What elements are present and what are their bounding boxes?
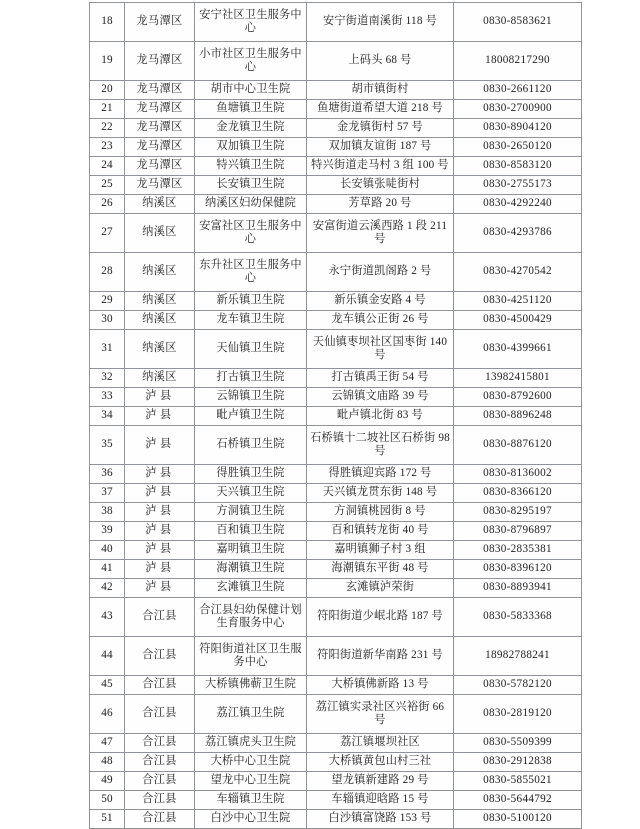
cell-index: 37 [90,484,125,503]
table-row [90,753,582,772]
cell-index: 32 [90,369,125,388]
table-row [90,541,582,560]
cell-phone: 0830-8876120 [454,426,582,465]
cell-index: 24 [90,157,125,176]
medical-facility-table [89,2,582,829]
cell-district: 泸县 [125,426,195,465]
cell-phone: 0830-8792600 [454,388,582,407]
table-row [90,465,582,484]
table-row [90,100,582,119]
table-row [90,292,582,311]
cell-district: 泸县 [125,579,195,598]
cell-institution: 嘉明镇卫生院 [195,541,307,560]
cell-index: 18 [90,3,125,42]
cell-institution: 百和镇卫生院 [195,522,307,541]
cell-phone: 0830-8583621 [454,3,582,42]
cell-district: 纳溪区 [125,292,195,311]
cell-phone: 0830-5644792 [454,791,582,810]
table-row [90,484,582,503]
cell-phone: 0830-5100120 [454,810,582,829]
cell-address: 打古镇禹王街 54 号 [307,369,454,388]
cell-address: 安富街道云溪西路 1 段 211 号 [307,214,454,253]
cell-phone: 0830-8796897 [454,522,582,541]
cell-institution: 白沙中心卫生院 [195,810,307,829]
cell-address: 荔江镇堰坝社区 [307,734,454,753]
cell-index: 46 [90,695,125,734]
table-row [90,119,582,138]
cell-phone: 0830-2700900 [454,100,582,119]
table-row [90,388,582,407]
cell-index: 26 [90,195,125,214]
cell-district: 合江县 [125,810,195,829]
cell-index: 42 [90,579,125,598]
cell-institution: 石桥镇卫生院 [195,426,307,465]
cell-district: 泸县 [125,503,195,522]
cell-phone: 13982415801 [454,369,582,388]
table-row [90,772,582,791]
cell-institution: 方洞镇卫生院 [195,503,307,522]
cell-institution: 打古镇卫生院 [195,369,307,388]
cell-institution: 符阳街道社区卫生服务中心 [195,637,307,676]
cell-index: 45 [90,676,125,695]
table-row [90,214,582,253]
cell-address: 大桥镇黄包山村三社 [307,753,454,772]
cell-institution: 纳溪区妇幼保健院 [195,195,307,214]
cell-address: 金龙镇街村 57 号 [307,119,454,138]
cell-phone: 0830-4270542 [454,253,582,292]
cell-phone: 0830-8366120 [454,484,582,503]
table-row [90,3,582,42]
cell-district: 纳溪区 [125,253,195,292]
cell-address: 望龙镇新建路 29 号 [307,772,454,791]
cell-phone: 18008217290 [454,42,582,81]
cell-phone: 0830-4251120 [454,292,582,311]
cell-institution: 鱼塘镇卫生院 [195,100,307,119]
table-body [90,3,582,829]
cell-institution: 荔江镇卫生院 [195,695,307,734]
cell-institution: 双加镇卫生院 [195,138,307,157]
cell-phone: 0830-4293786 [454,214,582,253]
cell-address: 长安镇张唗街村 [307,176,454,195]
cell-district: 龙马潭区 [125,157,195,176]
cell-district: 合江县 [125,791,195,810]
cell-index: 43 [90,598,125,637]
cell-district: 纳溪区 [125,195,195,214]
cell-address: 白沙镇富饶路 153 号 [307,810,454,829]
cell-district: 泸县 [125,484,195,503]
table-row [90,810,582,829]
table-row [90,369,582,388]
cell-district: 泸县 [125,465,195,484]
cell-district: 合江县 [125,734,195,753]
table-row [90,598,582,637]
cell-index: 31 [90,330,125,369]
cell-district: 纳溪区 [125,330,195,369]
cell-institution: 海潮镇卫生院 [195,560,307,579]
table-row [90,695,582,734]
cell-institution: 玄滩镇卫生院 [195,579,307,598]
cell-district: 龙马潭区 [125,81,195,100]
cell-institution: 荔江镇虎头卫生院 [195,734,307,753]
cell-index: 29 [90,292,125,311]
cell-district: 龙马潭区 [125,42,195,81]
cell-index: 21 [90,100,125,119]
cell-district: 泸县 [125,388,195,407]
cell-phone: 0830-8893941 [454,579,582,598]
cell-index: 23 [90,138,125,157]
cell-address: 新乐镇金安路 4 号 [307,292,454,311]
cell-index: 49 [90,772,125,791]
cell-district: 合江县 [125,598,195,637]
cell-index: 22 [90,119,125,138]
cell-address: 特兴街道走马村 3 组 100 号 [307,157,454,176]
cell-index: 30 [90,311,125,330]
cell-institution: 大桥中心卫生院 [195,753,307,772]
cell-address: 符阳街道少岷北路 187 号 [307,598,454,637]
cell-institution: 东升社区卫生服务中心 [195,253,307,292]
cell-index: 44 [90,637,125,676]
cell-institution: 车辎镇卫生院 [195,791,307,810]
table-row [90,42,582,81]
cell-address: 得胜镇迎宾路 172 号 [307,465,454,484]
cell-address: 芳草路 20 号 [307,195,454,214]
table-row [90,637,582,676]
cell-district: 纳溪区 [125,311,195,330]
cell-phone: 0830-2912838 [454,753,582,772]
cell-institution: 新乐镇卫生院 [195,292,307,311]
cell-index: 35 [90,426,125,465]
cell-phone: 0830-5509399 [454,734,582,753]
cell-phone: 0830-4399661 [454,330,582,369]
table-row [90,138,582,157]
cell-institution: 小市社区卫生服务中心 [195,42,307,81]
cell-phone: 0830-8396120 [454,560,582,579]
cell-institution: 安宁社区卫生服务中心 [195,3,307,42]
cell-district: 合江县 [125,772,195,791]
cell-institution: 长安镇卫生院 [195,176,307,195]
cell-district: 合江县 [125,637,195,676]
cell-index: 38 [90,503,125,522]
cell-phone: 0830-8583120 [454,157,582,176]
cell-phone: 0830-2835381 [454,541,582,560]
cell-address: 龙车镇公正街 26 号 [307,311,454,330]
cell-phone: 0830-4292240 [454,195,582,214]
cell-institution: 安富社区卫生服务中心 [195,214,307,253]
cell-address: 百和镇转龙街 40 号 [307,522,454,541]
cell-phone: 0830-8904120 [454,119,582,138]
cell-address: 荔江镇实录社区兴裕街 66 号 [307,695,454,734]
table-container [89,2,581,829]
cell-district: 龙马潭区 [125,138,195,157]
cell-index: 47 [90,734,125,753]
table-row [90,157,582,176]
table-row [90,311,582,330]
cell-phone: 18982788241 [454,637,582,676]
cell-district: 合江县 [125,695,195,734]
cell-address: 玄滩镇泸荣街 [307,579,454,598]
cell-phone: 0830-2819120 [454,695,582,734]
table-row [90,330,582,369]
cell-address: 安宁街道南溪街 118 号 [307,3,454,42]
cell-institution: 合江县妇幼保健计划生育服务中心 [195,598,307,637]
table-row [90,791,582,810]
table-row [90,503,582,522]
table-row [90,426,582,465]
table-row [90,81,582,100]
cell-institution: 天仙镇卫生院 [195,330,307,369]
cell-index: 27 [90,214,125,253]
cell-district: 纳溪区 [125,214,195,253]
cell-district: 泸县 [125,560,195,579]
cell-institution: 金龙镇卫生院 [195,119,307,138]
cell-district: 纳溪区 [125,369,195,388]
cell-address: 云锦镇文庙路 39 号 [307,388,454,407]
cell-index: 28 [90,253,125,292]
cell-district: 龙马潭区 [125,176,195,195]
cell-index: 33 [90,388,125,407]
cell-institution: 望龙中心卫生院 [195,772,307,791]
cell-index: 50 [90,791,125,810]
table-row [90,522,582,541]
cell-district: 泸县 [125,407,195,426]
cell-index: 40 [90,541,125,560]
cell-address: 永宁街道凯阁路 2 号 [307,253,454,292]
cell-address: 天仙镇枣坝社区国枣街 140 号 [307,330,454,369]
cell-district: 龙马潭区 [125,100,195,119]
cell-index: 19 [90,42,125,81]
cell-district: 合江县 [125,676,195,695]
cell-institution: 胡市中心卫生院 [195,81,307,100]
cell-address: 石桥镇十二坡社区石桥街 98 号 [307,426,454,465]
cell-phone: 0830-8896248 [454,407,582,426]
cell-district: 泸县 [125,541,195,560]
cell-address: 嘉明镇狮子村 3 组 [307,541,454,560]
cell-institution: 云锦镇卫生院 [195,388,307,407]
cell-district: 龙马潭区 [125,119,195,138]
cell-district: 合江县 [125,753,195,772]
cell-institution: 大桥镇佛蕲卫生院 [195,676,307,695]
cell-phone: 0830-8295197 [454,503,582,522]
cell-index: 41 [90,560,125,579]
cell-phone: 0830-2650120 [454,138,582,157]
table-row [90,176,582,195]
cell-institution: 天兴镇卫生院 [195,484,307,503]
cell-address: 胡市镇街村 [307,81,454,100]
cell-index: 48 [90,753,125,772]
cell-address: 海潮镇东平街 48 号 [307,560,454,579]
cell-institution: 龙车镇卫生院 [195,311,307,330]
cell-institution: 特兴镇卫生院 [195,157,307,176]
cell-phone: 0830-2661120 [454,81,582,100]
cell-address: 毗卢镇北街 83 号 [307,407,454,426]
cell-address: 大桥镇佛新路 13 号 [307,676,454,695]
cell-address: 天兴镇龙贯东街 148 号 [307,484,454,503]
cell-index: 25 [90,176,125,195]
cell-address: 双加镇友谊街 187 号 [307,138,454,157]
cell-address: 车辎镇迎晗路 15 号 [307,791,454,810]
cell-address: 方洞镇桃园街 8 号 [307,503,454,522]
table-row [90,560,582,579]
cell-phone: 0830-8136002 [454,465,582,484]
cell-index: 51 [90,810,125,829]
cell-index: 39 [90,522,125,541]
cell-index: 34 [90,407,125,426]
cell-district: 泸县 [125,522,195,541]
table-row [90,195,582,214]
cell-institution: 毗卢镇卫生院 [195,407,307,426]
table-row [90,407,582,426]
cell-index: 36 [90,465,125,484]
cell-institution: 得胜镇卫生院 [195,465,307,484]
cell-phone: 0830-4500429 [454,311,582,330]
cell-phone: 0830-5833368 [454,598,582,637]
table-row [90,253,582,292]
table-row [90,579,582,598]
cell-phone: 0830-5855021 [454,772,582,791]
cell-phone: 0830-5782120 [454,676,582,695]
cell-index: 20 [90,81,125,100]
cell-phone: 0830-2755173 [454,176,582,195]
cell-address: 符阳街道新华南路 231 号 [307,637,454,676]
cell-address: 上码头 68 号 [307,42,454,81]
cell-district: 龙马潭区 [125,3,195,42]
cell-address: 鱼塘街道希望大道 218 号 [307,100,454,119]
table-row [90,676,582,695]
